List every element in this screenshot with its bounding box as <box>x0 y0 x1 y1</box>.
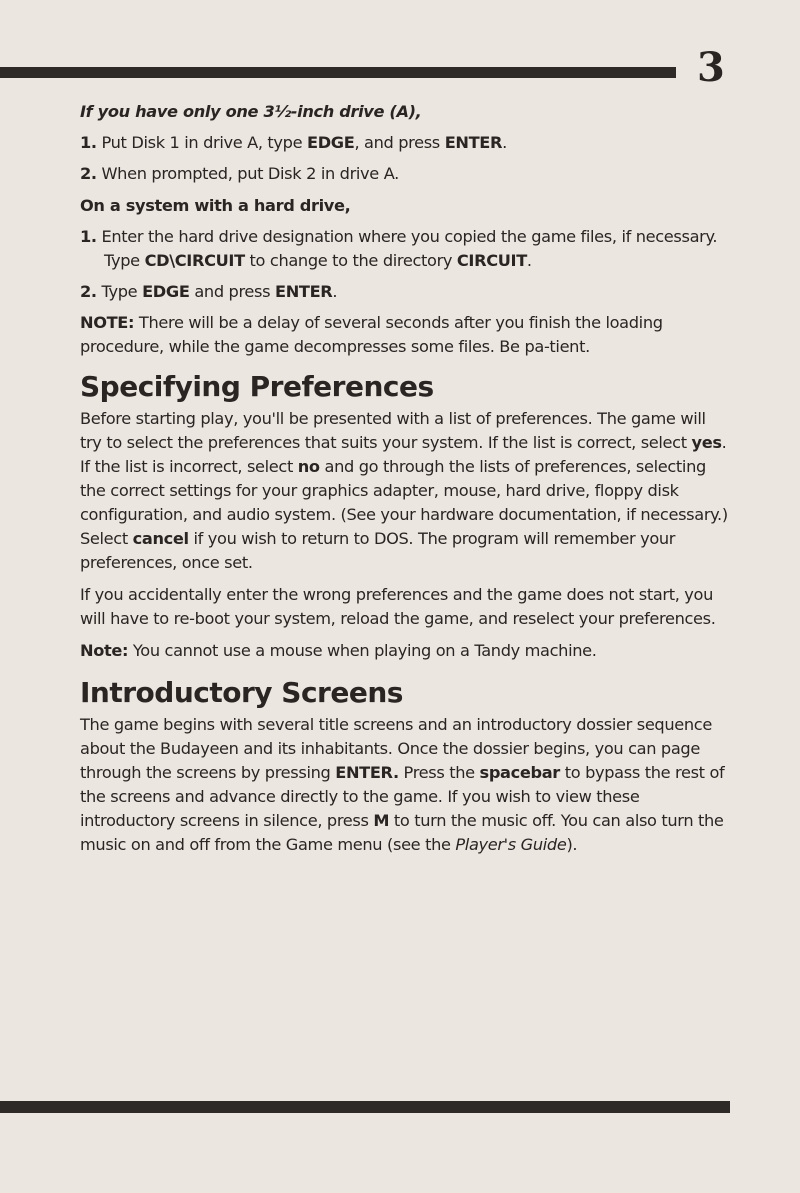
hard-drive-heading: On a system with a hard drive, <box>80 196 351 215</box>
command-cd-circuit: CD\CIRCUIT <box>144 251 245 270</box>
option-no: no <box>297 457 320 476</box>
key-enter: ENTER. <box>335 763 399 782</box>
step-number: 2. <box>80 164 97 183</box>
note-label: Note: <box>80 641 129 660</box>
single-drive-lead: If you have only one 3½-inch drive (A), <box>80 102 422 121</box>
step-number: 1. <box>80 227 97 246</box>
key-enter: ENTER <box>275 282 333 301</box>
note-label: NOTE: <box>80 313 135 332</box>
install-note: NOTE: There will be a delay of several seconds after you finish the loading procedure, while the game decompresses some files. Be pa-tient. <box>80 313 663 356</box>
option-yes: yes <box>691 433 722 452</box>
preferences-paragraph-2: If you accidentally enter the wrong preferences and the game does not start, you will have to re-boot your system, reload the game, and reselect your preferences. <box>80 585 716 628</box>
hard-drive-step-1: 1. Enter the hard drive designation where you copied the game files, if necessary. Type CD\CIRCUIT to change to the directory CIRCUIT. <box>80 227 718 270</box>
preferences-paragraph-1: Before starting play, you'll be presented with a list of preferences. The game will try to select the preferences that suits your system. If the list is correct, select yes. If the list is incorrect, select no and go through the lists of preferences, selecting the correct settings for your graphics adapter, mouse, hard drive, floppy disk configuration, and audio system. (See your hardware documentation, if necessary.) Select cancel if you wish to return to DOS. The program will remember your preferences, once set. <box>80 409 728 572</box>
single-drive-step-1: 1. Put Disk 1 in drive A, type EDGE, and press ENTER. <box>80 133 507 152</box>
page-number: 3 <box>697 44 725 91</box>
step-number: 2. <box>80 282 97 301</box>
single-drive-step-2: 2. When prompted, put Disk 2 in drive A. <box>80 164 399 183</box>
key-enter: ENTER <box>444 133 503 152</box>
key-m: M <box>373 811 390 830</box>
preferences-heading: Specifying Preferences <box>80 370 434 403</box>
directory-circuit: CIRCUIT <box>456 251 527 270</box>
page-content <box>80 100 730 865</box>
step-number: 1. <box>80 133 97 152</box>
command-edge: EDGE <box>142 282 190 301</box>
intro-paragraph: The game begins with several title screens and an introductory dossier sequence about the Budayeen and its inhabitants. Once the dossier begins, you can page through the screens by pressing ENTER. Press the spacebar to bypass the rest of the screens and advance directly to the game. If you wish to view these introductory screens in silence, press M to turn the music off. You can also turn the music on and off from the Game menu (see the Player's Guide). <box>80 715 725 854</box>
command-edge: EDGE <box>307 133 355 152</box>
key-spacebar: spacebar <box>479 763 560 782</box>
players-guide-title: Player's Guide <box>455 835 567 854</box>
bottom-rule <box>0 1101 730 1113</box>
option-cancel: cancel <box>132 529 189 548</box>
tandy-note: Note: You cannot use a mouse when playing on a Tandy machine. <box>80 641 597 660</box>
hard-drive-step-2: 2. Type EDGE and press ENTER. <box>80 282 338 301</box>
top-rule <box>0 67 676 78</box>
intro-heading: Introductory Screens <box>80 676 403 709</box>
